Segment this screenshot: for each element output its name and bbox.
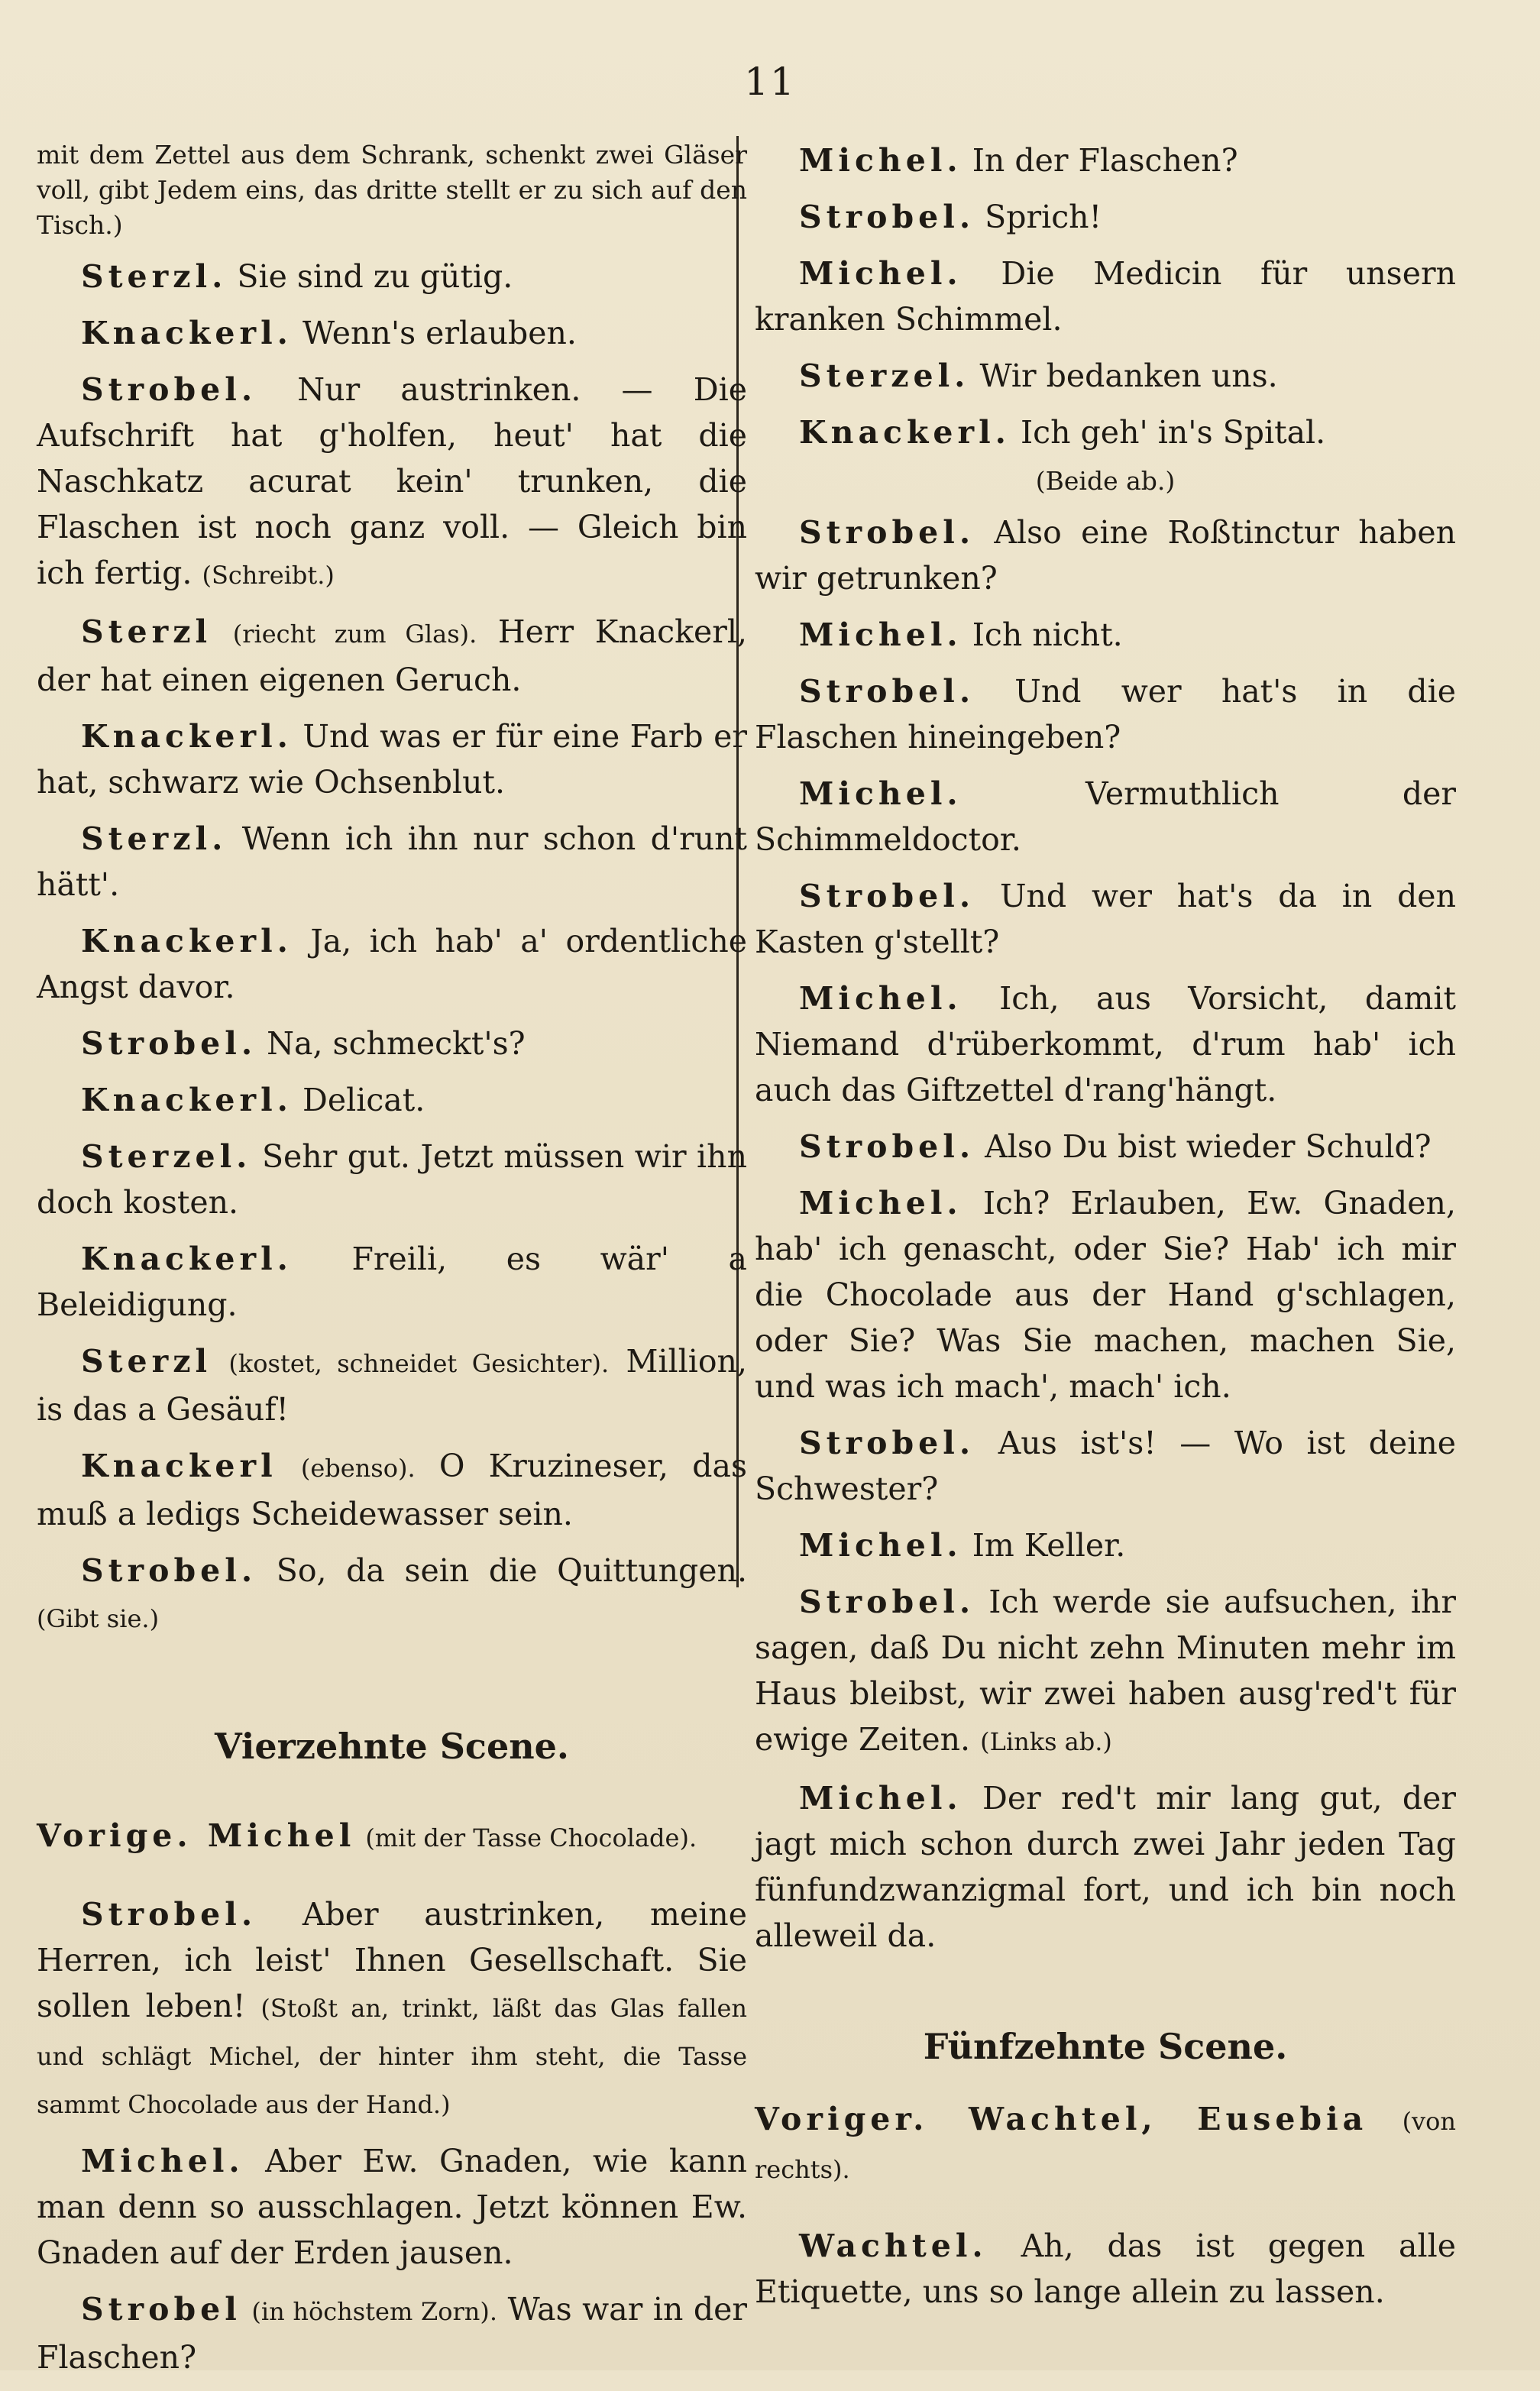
speaker-name: Strobel. xyxy=(799,1128,975,1165)
dialogue-text: Ja, ich hab' a' ordentliche Angst davor. xyxy=(37,923,747,1005)
dialogue-line xyxy=(37,254,747,299)
dialogue-text: Sprich! xyxy=(985,199,1102,235)
dialogue-line xyxy=(755,1579,1456,1765)
stage-direction: (in höchstem Zorn). xyxy=(251,2297,498,2326)
cast-names: Voriger. Wachtel, Eusebia xyxy=(755,2101,1368,2137)
speaker-name: Strobel. xyxy=(81,1025,257,1062)
dialogue-line xyxy=(37,713,747,805)
cast-line xyxy=(37,1813,747,1861)
dialogue-line xyxy=(755,138,1456,183)
dialogue-text: In der Flaschen? xyxy=(972,142,1238,179)
right-column xyxy=(755,138,1456,2325)
speaker-name: Strobel. xyxy=(81,1552,257,1589)
dialogue-line xyxy=(37,2286,747,2380)
dialogue-line xyxy=(755,353,1456,399)
dialogue-line xyxy=(755,668,1456,760)
dialogue-line xyxy=(37,1134,747,1225)
cast-names: Vorige. Michel xyxy=(37,1817,356,1854)
speaker-name: Sterzl xyxy=(81,613,212,650)
dialogue-line xyxy=(37,1021,747,1066)
dialogue-line xyxy=(37,1443,747,1537)
speaker-name: Sterzel. xyxy=(799,358,970,394)
dialogue-text: Vermuthlich der Schimmeldoctor. xyxy=(755,775,1456,858)
dialogue-line xyxy=(37,918,747,1010)
dialogue-text: Sie sind zu gütig. xyxy=(237,258,513,295)
speaker-name: Strobel. xyxy=(799,673,975,710)
dialogue-line xyxy=(755,1180,1456,1409)
stage-direction: (Links ab.) xyxy=(980,1727,1112,1756)
dialogue-line xyxy=(755,1420,1456,1512)
stage-direction: (Stoßt an, trinkt, läßt das Glas fallen und schlägt Michel, der hinter ihm steht, die Tasse sammt Chocolade aus der Hand.) xyxy=(37,1994,747,2119)
speaker-name: Wachtel. xyxy=(799,2228,988,2264)
dialogue-line xyxy=(755,1522,1456,1568)
dialogue-text: Ich? Erlauben, Ew. Gnaden, hab' ich genascht, oder Sie? Hab' ich mir die Chocolade aus der Hand g'schlagen, oder Sie? Was Sie machen, machen Sie, und was ich mach', mach' ich. xyxy=(755,1185,1456,1405)
dialogue-text: O Kruzineser, das muß a ledigs Scheidewasser sein. xyxy=(37,1448,747,1532)
speaker-name: Strobel. xyxy=(799,514,975,551)
speaker-name: Strobel. xyxy=(799,1584,975,1620)
speaker-name: Knackerl xyxy=(81,1448,277,1484)
dialogue-text: Freili, es wär' a Beleidigung. xyxy=(37,1241,747,1323)
speaker-name: Michel. xyxy=(799,1185,962,1221)
speaker-name: Knackerl. xyxy=(81,1241,293,1277)
speaker-name: Sterzl. xyxy=(81,820,228,857)
dialogue-line xyxy=(755,1775,1456,1959)
speaker-name: Michel. xyxy=(799,255,962,292)
speaker-name: Strobel. xyxy=(799,199,975,235)
dialogue-line xyxy=(37,1236,747,1328)
dialogue-line xyxy=(755,409,1456,455)
dialogue-text: Ich werde sie aufsuchen, ihr sagen, daß Du nicht zehn Minuten mehr im Haus bleibst, wir zwei haben ausg'red't für ewige Zeiten. xyxy=(755,1584,1456,1758)
dialogue-text: Ich nicht. xyxy=(972,616,1123,653)
dialogue-text: Nur austrinken. — Die Aufschrift hat g'holfen, heut' hat die Naschkatz acurat kein' trunken, die Flaschen ist noch ganz voll. — Gleich bin ich fertig. xyxy=(37,371,747,591)
dialogue-line xyxy=(37,1338,747,1432)
speaker-name: Michel. xyxy=(799,775,962,812)
stage-direction: (mit der Tasse Chocolade). xyxy=(365,1823,697,1852)
dialogue-text: Also eine Roßtinctur haben wir getrunken? xyxy=(755,514,1456,597)
dialogue-text: Sehr gut. Jetzt müssen wir ihn doch kosten. xyxy=(37,1138,747,1221)
dialogue-text: Also Du bist wieder Schuld? xyxy=(985,1128,1432,1165)
dialogue-line xyxy=(755,510,1456,601)
speaker-name: Sterzl xyxy=(81,1343,212,1380)
dialogue-line xyxy=(37,2138,747,2276)
dialogue-line xyxy=(755,975,1456,1113)
dialogue-text: Delicat. xyxy=(302,1082,425,1118)
speaker-name: Knackerl. xyxy=(81,1082,293,1118)
speaker-name: Michel. xyxy=(799,142,962,179)
dialogue-line xyxy=(755,873,1456,965)
dialogue-text: Million, is das a Gesäuf! xyxy=(37,1343,747,1428)
speaker-name: Knackerl. xyxy=(81,315,293,351)
speaker-name: Strobel xyxy=(81,2291,241,2328)
dialogue-line xyxy=(37,1891,747,2127)
dialogue-line xyxy=(755,194,1456,240)
page-number: 11 xyxy=(744,60,796,104)
speaker-name: Michel. xyxy=(799,616,962,653)
dialogue-line xyxy=(37,1077,747,1123)
speaker-name: Michel. xyxy=(81,2143,244,2179)
dialogue-text: Was war in der Flaschen? xyxy=(37,2291,747,2376)
speaker-name: Sterzl. xyxy=(81,258,228,295)
dialogue-line xyxy=(755,1124,1456,1170)
dialogue-text: Herr Knackerl, der hat einen eigenen Geruch. xyxy=(37,613,747,698)
speaker-name: Michel. xyxy=(799,1527,962,1564)
speaker-name: Knackerl. xyxy=(81,718,293,755)
left-column xyxy=(37,138,747,2391)
speaker-name: Strobel. xyxy=(799,878,975,914)
speaker-name: Sterzel. xyxy=(81,1138,252,1175)
dialogue-text: Wenn ich ihn nur schon d'runt hätt'. xyxy=(37,820,747,903)
scene-heading: Vierzehnte Scene. xyxy=(215,1726,569,1767)
speaker-name: Knackerl. xyxy=(799,414,1011,451)
dialogue-line xyxy=(37,1548,747,1642)
dialogue-text: Der red't mir lang gut, der jagt mich schon durch zwei Jahr jeden Tag fünfundzwanzigmal fort, und ich bin noch alleweil da. xyxy=(755,1780,1456,1954)
speaker-name: Michel. xyxy=(799,1780,962,1817)
dialogue-text: Wir bedanken uns. xyxy=(979,358,1278,394)
speaker-name: Strobel. xyxy=(81,1896,257,1933)
dialogue-text: Wenn's erlauben. xyxy=(302,315,577,351)
scene-heading: Fünfzehnte Scene. xyxy=(923,2026,1288,2067)
stage-direction: (riecht zum Glas). xyxy=(232,620,477,649)
dialogue-text: Aus ist's! — Wo ist deine Schwester? xyxy=(755,1425,1456,1507)
dialogue-text: Und was er für eine Farb er hat, schwarz wie Ochsenblut. xyxy=(37,718,747,801)
dialogue-text: Im Keller. xyxy=(972,1527,1126,1564)
dialogue-text: Und wer hat's in die Flaschen hineingeben? xyxy=(755,673,1456,755)
cast-line xyxy=(755,2096,1456,2192)
speaker-name: Strobel. xyxy=(799,1425,975,1461)
speaker-name: Michel. xyxy=(799,980,962,1017)
speaker-name: Knackerl. xyxy=(81,923,293,959)
stage-direction: (ebenso). xyxy=(300,1454,416,1483)
dialogue-text: So, da sein die Quittungen. xyxy=(276,1552,747,1589)
stage-direction: (kostet, schneidet Gesichter). xyxy=(228,1349,610,1378)
dialogue-line xyxy=(755,2223,1456,2315)
stage-direction: (von rechts). xyxy=(755,2107,1456,2184)
dialogue-line xyxy=(37,609,747,703)
dialogue-text: Na, schmeckt's? xyxy=(267,1025,526,1062)
dialogue-text: Ah, das ist gegen alle Etiquette, uns so lange allein zu lassen. xyxy=(755,2228,1456,2310)
dialogue-line xyxy=(755,771,1456,862)
dialogue-line xyxy=(37,367,747,598)
stage-direction: (Schreibt.) xyxy=(202,561,335,590)
dialogue-text: Aber Ew. Gnaden, wie kann man denn so ausschlagen. Jetzt können Ew. Gnaden auf der Erden jausen. xyxy=(37,2143,747,2271)
dialogue-text: Und wer hat's da in den Kasten g'stellt? xyxy=(755,878,1456,960)
dialogue-text: Ich, aus Vorsicht, damit Niemand d'rüberkommt, d'rum hab' ich auch das Giftzettel d'rang'hängt. xyxy=(755,980,1456,1108)
dialogue-line xyxy=(755,612,1456,658)
stage-direction: (Gibt sie.) xyxy=(37,1604,160,1633)
speaker-name: Strobel. xyxy=(81,371,257,408)
dialogue-text: Die Medicin für unsern kranken Schimmel. xyxy=(755,255,1456,338)
dialogue-line xyxy=(37,310,747,356)
dialogue-text: Aber austrinken, meine Herren, ich leist' Ihnen Gesellschaft. Sie sollen leben! xyxy=(37,1896,747,2024)
stage-direction: mit dem Zettel aus dem Schrank, schenkt zwei Gläser voll, gibt Jedem eins, das dritte stellt er zu sich auf den Tisch.) xyxy=(37,140,747,240)
dialogue-line xyxy=(37,816,747,908)
exit-direction: (Beide ab.) xyxy=(1035,466,1176,496)
dialogue-text: Ich geh' in's Spital. xyxy=(1020,414,1326,451)
dialogue-line xyxy=(755,251,1456,342)
